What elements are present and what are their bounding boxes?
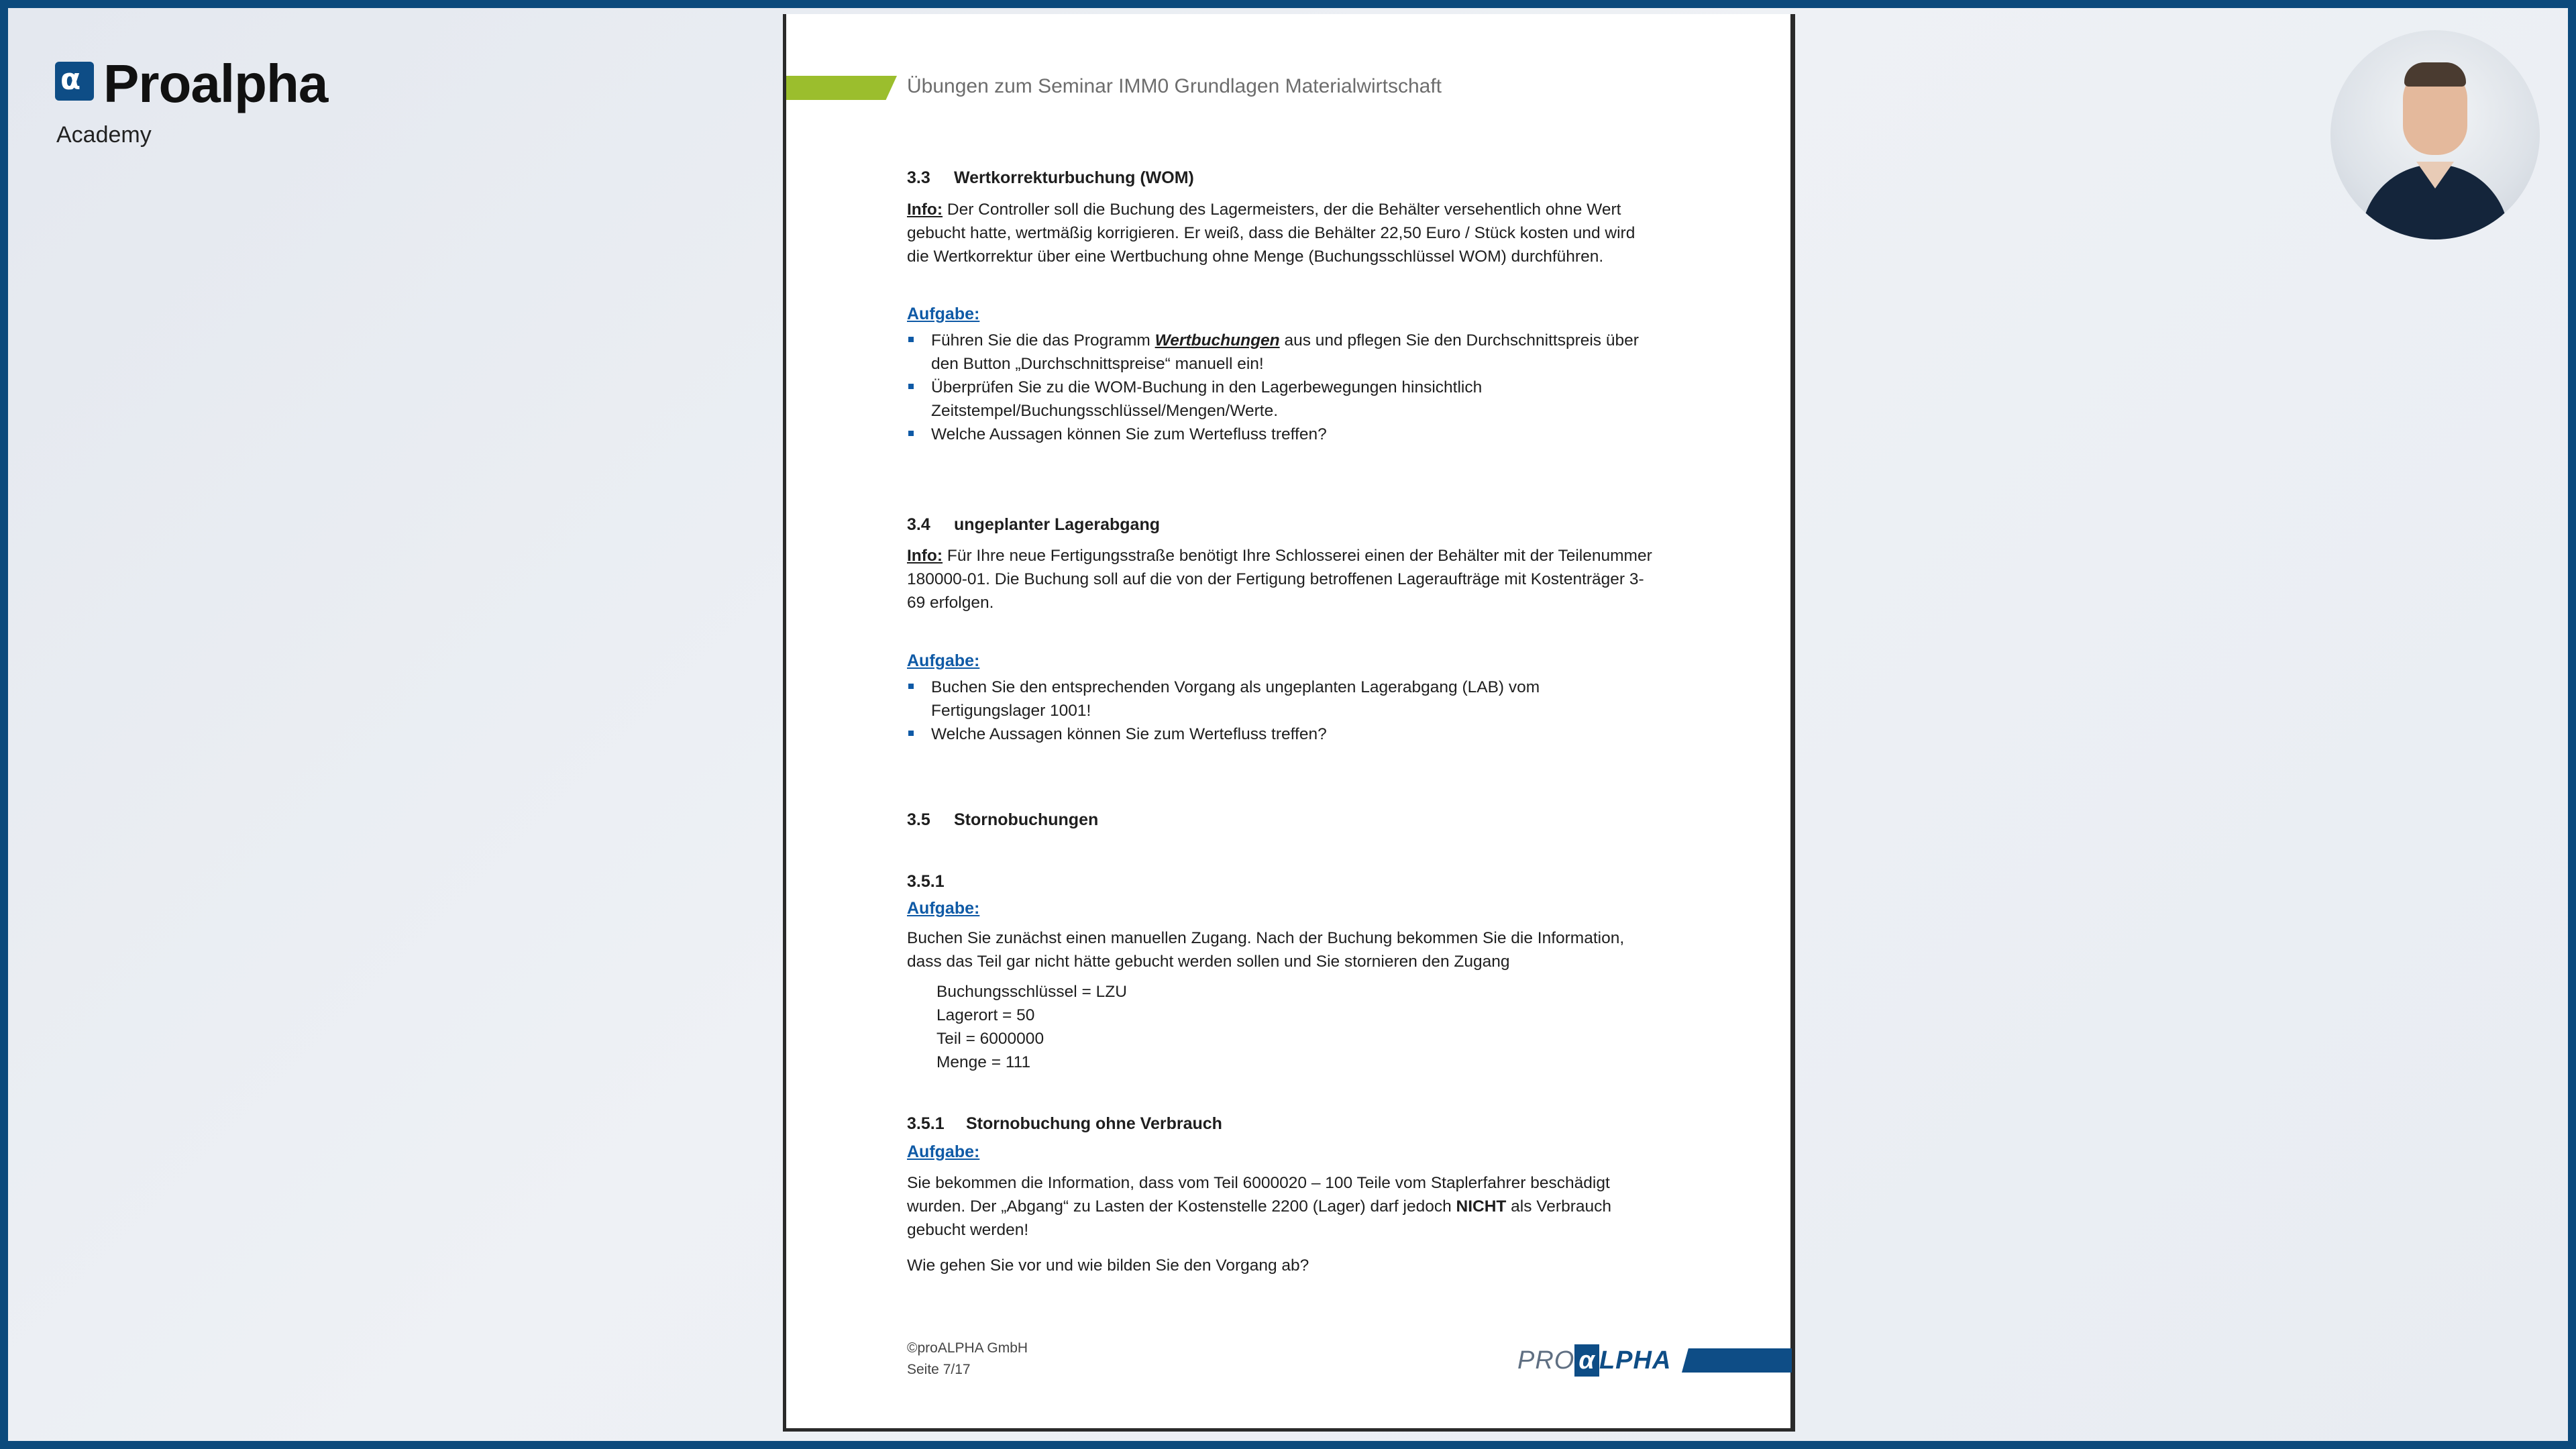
section-3-5-heading: 3.5 Stornobuchungen xyxy=(907,810,1099,829)
param-buchungsschluessel: Buchungsschlüssel = LZU xyxy=(936,983,1127,1001)
section-3-3-aufgabe: Aufgabe: xyxy=(907,305,980,323)
header-accent-bar xyxy=(786,76,897,100)
footer-copyright: ©proALPHA GmbH xyxy=(907,1340,1028,1356)
section-3-5-1-storno-aufgabe: Aufgabe: xyxy=(907,1142,980,1161)
document-page xyxy=(783,14,1795,1432)
presenter-webcam xyxy=(2330,30,2540,239)
section-3-4-tasks xyxy=(907,676,1658,746)
section-3-5-1-number: 3.5.1 xyxy=(907,872,945,891)
section-3-5-1-text: Buchen Sie zunächst einen manuellen Zugang. Nach der Buchung bekommen Sie die Information, dass das Teil gar nicht hätte gebucht werden sollen und Sie stornieren den Zugang xyxy=(907,929,1625,971)
booking-parameters xyxy=(936,980,1127,1074)
list-item: Führen Sie die das Programm Wertbuchungen aus und pflegen Sie den Durchschnittspreis über den Button „Durchschnittspreise“ manuell ein! xyxy=(907,329,1658,376)
section-3-3-info: Info: Der Controller soll die Buchung des Lagermeisters, der die Behälter versehentlich ohne Wert gebucht hatte, wertmäßig korrigieren. Er weiß, dass die Behälter 22,50 Euro / Stück kosten und wird die Wertkorrektur über eine Wertbuchung ohne Menge (Buchungsschlüssel WOM) durchführen. xyxy=(907,201,1635,266)
footer-logo-stripe xyxy=(1682,1348,1792,1373)
list-item: Welche Aussagen können Sie zum Wertefluss treffen? xyxy=(907,722,1658,746)
footer-page-number: Seite 7/17 xyxy=(907,1362,971,1377)
list-item: Buchen Sie den entsprechenden Vorgang als ungeplanten Lagerabgang (LAB) vom Fertigungslager 1001! xyxy=(907,676,1658,722)
section-3-5-1-storno-heading: 3.5.1 Stornobuchung ohne Verbrauch xyxy=(907,1114,1222,1133)
param-menge: Menge = 111 xyxy=(936,1053,1031,1071)
section-3-3-heading: 3.3 Wertkorrekturbuchung (WOM) xyxy=(907,168,1194,187)
list-item: Welche Aussagen können Sie zum Wertefluss treffen? xyxy=(907,423,1658,446)
section-3-5-1-storno-text: Sie bekommen die Information, dass vom Teil 6000020 – 100 Teile vom Staplerfahrer beschädigt wurden. Der „Abgang“ zu Lasten der Kostenstelle 2200 (Lager) darf jedoch NICHT als Verbrauch gebucht werden! xyxy=(907,1174,1611,1239)
section-3-4-aufgabe: Aufgabe: xyxy=(907,651,980,670)
document-header: Übungen zum Seminar IMM0 Grundlagen Materialwirtschaft xyxy=(907,75,1442,97)
brand-name: Proalpha xyxy=(103,54,328,113)
section-3-3-tasks xyxy=(907,329,1658,446)
section-3-5-1-aufgabe: Aufgabe: xyxy=(907,899,980,918)
alpha-logo-icon: α xyxy=(55,62,94,101)
document-footer xyxy=(907,1338,1028,1381)
brand-subtitle: Academy xyxy=(56,122,152,148)
param-lagerort: Lagerort = 50 xyxy=(936,1006,1035,1024)
param-teil: Teil = 6000000 xyxy=(936,1030,1044,1048)
footer-proalpha-logo: PRO α LPHA xyxy=(1517,1344,1795,1377)
presentation-stage xyxy=(8,8,2568,1441)
section-3-4-heading: 3.4 ungeplanter Lagerabgang xyxy=(907,515,1160,534)
presenter-hair xyxy=(2404,62,2466,87)
section-3-5-1-question: Wie gehen Sie vor und wie bilden Sie den Vorgang ab? xyxy=(907,1256,1309,1275)
list-item: Überprüfen Sie zu die WOM-Buchung in den Lagerbewegungen hinsichtlich Zeitstempel/Buchungsschlüssel/Mengen/Werte. xyxy=(907,376,1658,423)
section-3-4-info: Info: Für Ihre neue Fertigungsstraße benötigt Ihre Schlosserei einen der Behälter mit der Teilenummer 180000-01. Die Buchung soll auf die von der Fertigung betroffenen Lageraufträge mit Kostenträger 3-69 erfolgen. xyxy=(907,547,1652,612)
